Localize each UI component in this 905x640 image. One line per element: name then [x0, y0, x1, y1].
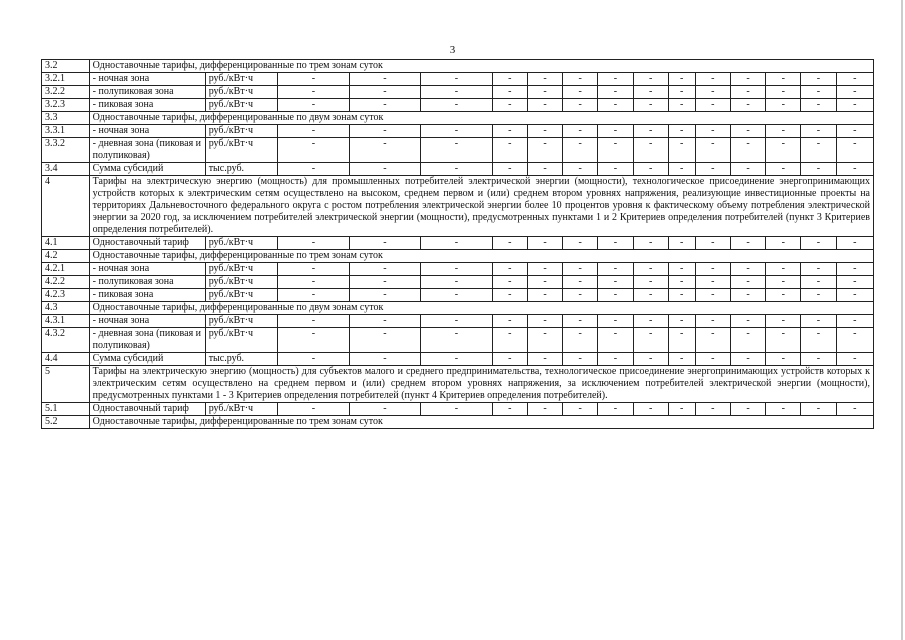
table-row	[42, 403, 874, 416]
value-cell: -	[668, 263, 695, 276]
value-cell: -	[801, 99, 836, 112]
value-cell: -	[836, 86, 873, 99]
value-cell: -	[695, 328, 730, 353]
row-unit: руб./кВт·ч	[205, 125, 278, 138]
value-cell: -	[563, 289, 598, 302]
row-unit: руб./кВт·ч	[205, 328, 278, 353]
value-cell: -	[492, 73, 527, 86]
table-row	[42, 276, 874, 289]
value-cell: -	[695, 353, 730, 366]
value-cell: -	[766, 315, 801, 328]
value-cell: -	[598, 163, 633, 176]
row-label: - полупиковая зона	[89, 86, 205, 99]
value-cell: -	[492, 276, 527, 289]
row-number: 4.3	[42, 302, 90, 315]
value-cell: -	[730, 125, 765, 138]
table-row	[42, 250, 874, 263]
value-cell: -	[836, 315, 873, 328]
value-cell: -	[563, 403, 598, 416]
row-number: 5	[42, 366, 90, 403]
value-cell: -	[492, 99, 527, 112]
row-number: 3.3.1	[42, 125, 90, 138]
value-cell: -	[527, 315, 562, 328]
table-row	[42, 125, 874, 138]
value-cell: -	[695, 276, 730, 289]
value-cell: -	[801, 353, 836, 366]
value-cell: -	[695, 86, 730, 99]
value-cell: -	[668, 99, 695, 112]
value-cell: -	[836, 138, 873, 163]
value-cell: -	[598, 86, 633, 99]
value-cell: -	[349, 403, 420, 416]
tariff-table-body	[42, 60, 874, 429]
value-cell: -	[278, 99, 349, 112]
table-row	[42, 112, 874, 125]
value-cell: -	[349, 99, 420, 112]
value-cell: -	[563, 328, 598, 353]
table-row	[42, 302, 874, 315]
row-unit: руб./кВт·ч	[205, 403, 278, 416]
value-cell: -	[695, 73, 730, 86]
row-label: - ночная зона	[89, 125, 205, 138]
value-cell: -	[492, 237, 527, 250]
value-cell: -	[421, 73, 492, 86]
table-row	[42, 315, 874, 328]
value-cell: -	[492, 138, 527, 163]
value-cell: -	[801, 163, 836, 176]
row-unit: руб./кВт·ч	[205, 263, 278, 276]
value-cell: -	[421, 99, 492, 112]
value-cell: -	[563, 73, 598, 86]
value-cell: -	[349, 328, 420, 353]
value-cell: -	[527, 237, 562, 250]
row-unit: руб./кВт·ч	[205, 315, 278, 328]
value-cell: -	[633, 86, 668, 99]
value-cell: -	[421, 237, 492, 250]
value-cell: -	[563, 237, 598, 250]
row-label: - ночная зона	[89, 315, 205, 328]
value-cell: -	[730, 86, 765, 99]
value-cell: -	[563, 86, 598, 99]
value-cell: -	[278, 86, 349, 99]
value-cell: -	[730, 138, 765, 163]
value-cell: -	[349, 276, 420, 289]
value-cell: -	[492, 403, 527, 416]
value-cell: -	[801, 276, 836, 289]
value-cell: -	[527, 99, 562, 112]
value-cell: -	[421, 138, 492, 163]
value-cell: -	[730, 315, 765, 328]
page-number: 3	[449, 44, 456, 56]
row-label: Одноставочный тариф	[89, 403, 205, 416]
value-cell: -	[668, 163, 695, 176]
row-label: - ночная зона	[89, 263, 205, 276]
value-cell: -	[730, 289, 765, 302]
value-cell: -	[598, 125, 633, 138]
value-cell: -	[633, 315, 668, 328]
value-cell: -	[421, 353, 492, 366]
table-row	[42, 60, 874, 73]
value-cell: -	[668, 237, 695, 250]
tariff-table	[41, 59, 874, 429]
row-number: 4.4	[42, 353, 90, 366]
row-number: 4.2.2	[42, 276, 90, 289]
table-row	[42, 289, 874, 302]
value-cell: -	[766, 276, 801, 289]
value-cell: -	[349, 353, 420, 366]
value-cell: -	[278, 73, 349, 86]
table-row	[42, 73, 874, 86]
row-label: Одноставочный тариф	[89, 237, 205, 250]
value-cell: -	[527, 403, 562, 416]
value-cell: -	[563, 263, 598, 276]
value-cell: -	[695, 237, 730, 250]
table-row	[42, 263, 874, 276]
row-number: 3.2	[42, 60, 90, 73]
value-cell: -	[563, 353, 598, 366]
value-cell: -	[278, 163, 349, 176]
value-cell: -	[278, 237, 349, 250]
value-cell: -	[598, 403, 633, 416]
subsection-heading: Одноставочные тарифы, дифференцированные по двум зонам суток	[89, 112, 873, 125]
value-cell: -	[766, 328, 801, 353]
value-cell: -	[349, 138, 420, 163]
value-cell: -	[766, 125, 801, 138]
value-cell: -	[527, 263, 562, 276]
value-cell: -	[598, 328, 633, 353]
row-number: 3.3	[42, 112, 90, 125]
row-unit: руб./кВт·ч	[205, 73, 278, 86]
value-cell: -	[801, 73, 836, 86]
value-cell: -	[349, 263, 420, 276]
row-number: 4.3.1	[42, 315, 90, 328]
row-number: 3.3.2	[42, 138, 90, 163]
value-cell: -	[836, 125, 873, 138]
value-cell: -	[766, 99, 801, 112]
value-cell: -	[598, 289, 633, 302]
value-cell: -	[695, 263, 730, 276]
table-row	[42, 163, 874, 176]
value-cell: -	[801, 315, 836, 328]
row-number: 3.2.3	[42, 99, 90, 112]
row-number: 4.3.2	[42, 328, 90, 353]
value-cell: -	[730, 163, 765, 176]
value-cell: -	[695, 315, 730, 328]
value-cell: -	[836, 403, 873, 416]
value-cell: -	[766, 86, 801, 99]
value-cell: -	[527, 328, 562, 353]
row-unit: руб./кВт·ч	[205, 86, 278, 99]
value-cell: -	[598, 138, 633, 163]
value-cell: -	[492, 289, 527, 302]
value-cell: -	[492, 315, 527, 328]
value-cell: -	[421, 315, 492, 328]
row-label: - ночная зона	[89, 73, 205, 86]
value-cell: -	[563, 315, 598, 328]
value-cell: -	[695, 289, 730, 302]
section-heading: Тарифы на электрическую энергию (мощность) для промышленных потребителей электрической энергии (мощности), технологическое присоединение энергопринимающих устройств которых к электрическим сетям осуществлено на высоком, среднем первом и (или) среднем втором уровнях напряжения, реализующие инвестиционные проекты на территориях Дальневосточного федерального округа с ростом потребления электрической энергии более 10 процентов уровня к фактическому объему потребления электрической энергии за 2020 год, за исключением потребителей электрической энергии (мощности), предусмотренных пунктами 1 и 2 Критериев определения потребителей (пункт 3 Критериев определения потребителей).	[89, 176, 873, 237]
row-number: 3.2.2	[42, 86, 90, 99]
value-cell: -	[349, 237, 420, 250]
section-heading: Тарифы на электрическую энергию (мощность) для субъектов малого и среднего предпринимательства, технологическое присоединение энергопринимающих устройств которых к электрическим сетям осуществлено на среднем первом и (или) среднем втором уровнях напряжения, за исключением потребителей электрической энергии (мощности), предусмотренных пунктами 1 - 3 Критериев определения потребителей (пункт 4 Критериев определения потребителей).	[89, 366, 873, 403]
value-cell: -	[349, 73, 420, 86]
table-row	[42, 416, 874, 429]
value-cell: -	[695, 125, 730, 138]
row-label: - пиковая зона	[89, 289, 205, 302]
value-cell: -	[278, 125, 349, 138]
value-cell: -	[598, 263, 633, 276]
value-cell: -	[730, 353, 765, 366]
value-cell: -	[668, 73, 695, 86]
value-cell: -	[668, 289, 695, 302]
value-cell: -	[278, 276, 349, 289]
value-cell: -	[563, 138, 598, 163]
value-cell: -	[492, 125, 527, 138]
value-cell: -	[278, 353, 349, 366]
value-cell: -	[633, 138, 668, 163]
value-cell: -	[563, 276, 598, 289]
value-cell: -	[349, 289, 420, 302]
value-cell: -	[836, 73, 873, 86]
value-cell: -	[633, 237, 668, 250]
value-cell: -	[836, 289, 873, 302]
value-cell: -	[527, 138, 562, 163]
value-cell: -	[633, 276, 668, 289]
value-cell: -	[801, 403, 836, 416]
value-cell: -	[766, 403, 801, 416]
row-label: - пиковая зона	[89, 99, 205, 112]
value-cell: -	[527, 289, 562, 302]
value-cell: -	[278, 138, 349, 163]
value-cell: -	[598, 353, 633, 366]
table-row	[42, 237, 874, 250]
value-cell: -	[421, 125, 492, 138]
subsection-heading: Одноставочные тарифы, дифференцированные по трем зонам суток	[89, 416, 873, 429]
subsection-heading: Одноставочные тарифы, дифференцированные по трем зонам суток	[89, 250, 873, 263]
value-cell: -	[766, 237, 801, 250]
value-cell: -	[766, 289, 801, 302]
value-cell: -	[836, 276, 873, 289]
row-label: - дневная зона (пиковая и полупиковая)	[89, 328, 205, 353]
value-cell: -	[598, 99, 633, 112]
row-unit: тыс.руб.	[205, 353, 278, 366]
row-unit: руб./кВт·ч	[205, 276, 278, 289]
value-cell: -	[695, 403, 730, 416]
value-cell: -	[730, 99, 765, 112]
value-cell: -	[668, 403, 695, 416]
row-number: 3.4	[42, 163, 90, 176]
value-cell: -	[278, 328, 349, 353]
value-cell: -	[801, 263, 836, 276]
value-cell: -	[801, 86, 836, 99]
value-cell: -	[527, 86, 562, 99]
value-cell: -	[766, 138, 801, 163]
row-unit: тыс.руб.	[205, 163, 278, 176]
row-unit: руб./кВт·ч	[205, 138, 278, 163]
value-cell: -	[668, 125, 695, 138]
value-cell: -	[730, 237, 765, 250]
value-cell: -	[563, 163, 598, 176]
value-cell: -	[836, 353, 873, 366]
value-cell: -	[421, 263, 492, 276]
row-label: Сумма субсидий	[89, 353, 205, 366]
row-label: - дневная зона (пиковая и полупиковая)	[89, 138, 205, 163]
value-cell: -	[527, 353, 562, 366]
row-number: 4.1	[42, 237, 90, 250]
value-cell: -	[801, 289, 836, 302]
value-cell: -	[527, 125, 562, 138]
table-row	[42, 328, 874, 353]
value-cell: -	[695, 138, 730, 163]
value-cell: -	[421, 163, 492, 176]
table-row	[42, 353, 874, 366]
value-cell: -	[598, 237, 633, 250]
value-cell: -	[668, 276, 695, 289]
value-cell: -	[766, 353, 801, 366]
value-cell: -	[730, 73, 765, 86]
row-number: 5.1	[42, 403, 90, 416]
value-cell: -	[668, 86, 695, 99]
table-row	[42, 138, 874, 163]
value-cell: -	[801, 237, 836, 250]
value-cell: -	[492, 263, 527, 276]
row-number: 4	[42, 176, 90, 237]
value-cell: -	[492, 328, 527, 353]
value-cell: -	[349, 315, 420, 328]
value-cell: -	[801, 125, 836, 138]
row-unit: руб./кВт·ч	[205, 99, 278, 112]
value-cell: -	[598, 73, 633, 86]
value-cell: -	[421, 328, 492, 353]
value-cell: -	[598, 276, 633, 289]
value-cell: -	[492, 86, 527, 99]
value-cell: -	[695, 163, 730, 176]
value-cell: -	[633, 289, 668, 302]
value-cell: -	[836, 328, 873, 353]
value-cell: -	[836, 263, 873, 276]
value-cell: -	[836, 99, 873, 112]
value-cell: -	[278, 403, 349, 416]
value-cell: -	[633, 328, 668, 353]
value-cell: -	[278, 289, 349, 302]
value-cell: -	[766, 73, 801, 86]
value-cell: -	[668, 315, 695, 328]
value-cell: -	[801, 328, 836, 353]
value-cell: -	[278, 263, 349, 276]
value-cell: -	[766, 163, 801, 176]
value-cell: -	[633, 99, 668, 112]
value-cell: -	[492, 353, 527, 366]
value-cell: -	[421, 276, 492, 289]
table-row	[42, 176, 874, 237]
table-row	[42, 99, 874, 112]
value-cell: -	[633, 125, 668, 138]
value-cell: -	[633, 403, 668, 416]
value-cell: -	[598, 315, 633, 328]
row-label: - полупиковая зона	[89, 276, 205, 289]
value-cell: -	[349, 125, 420, 138]
value-cell: -	[668, 328, 695, 353]
value-cell: -	[730, 263, 765, 276]
row-number: 4.2	[42, 250, 90, 263]
value-cell: -	[836, 237, 873, 250]
value-cell: -	[278, 315, 349, 328]
value-cell: -	[766, 263, 801, 276]
value-cell: -	[349, 86, 420, 99]
subsection-heading: Одноставочные тарифы, дифференцированные по двум зонам суток	[89, 302, 873, 315]
row-number: 4.2.3	[42, 289, 90, 302]
value-cell: -	[801, 138, 836, 163]
value-cell: -	[527, 73, 562, 86]
value-cell: -	[668, 353, 695, 366]
value-cell: -	[527, 163, 562, 176]
row-number: 4.2.1	[42, 263, 90, 276]
value-cell: -	[563, 99, 598, 112]
value-cell: -	[527, 276, 562, 289]
value-cell: -	[695, 99, 730, 112]
table-row	[42, 86, 874, 99]
row-unit: руб./кВт·ч	[205, 237, 278, 250]
value-cell: -	[668, 138, 695, 163]
page-edge	[901, 0, 903, 640]
value-cell: -	[633, 163, 668, 176]
subsection-heading: Одноставочные тарифы, дифференцированные по трем зонам суток	[89, 60, 873, 73]
value-cell: -	[730, 403, 765, 416]
value-cell: -	[421, 403, 492, 416]
value-cell: -	[421, 86, 492, 99]
value-cell: -	[633, 73, 668, 86]
row-number: 3.2.1	[42, 73, 90, 86]
value-cell: -	[730, 328, 765, 353]
row-number: 5.2	[42, 416, 90, 429]
row-unit: руб./кВт·ч	[205, 289, 278, 302]
value-cell: -	[836, 163, 873, 176]
value-cell: -	[730, 276, 765, 289]
value-cell: -	[633, 353, 668, 366]
table-row	[42, 366, 874, 403]
value-cell: -	[633, 263, 668, 276]
value-cell: -	[563, 125, 598, 138]
value-cell: -	[492, 163, 527, 176]
value-cell: -	[421, 289, 492, 302]
row-label: Сумма субсидий	[89, 163, 205, 176]
value-cell: -	[349, 163, 420, 176]
